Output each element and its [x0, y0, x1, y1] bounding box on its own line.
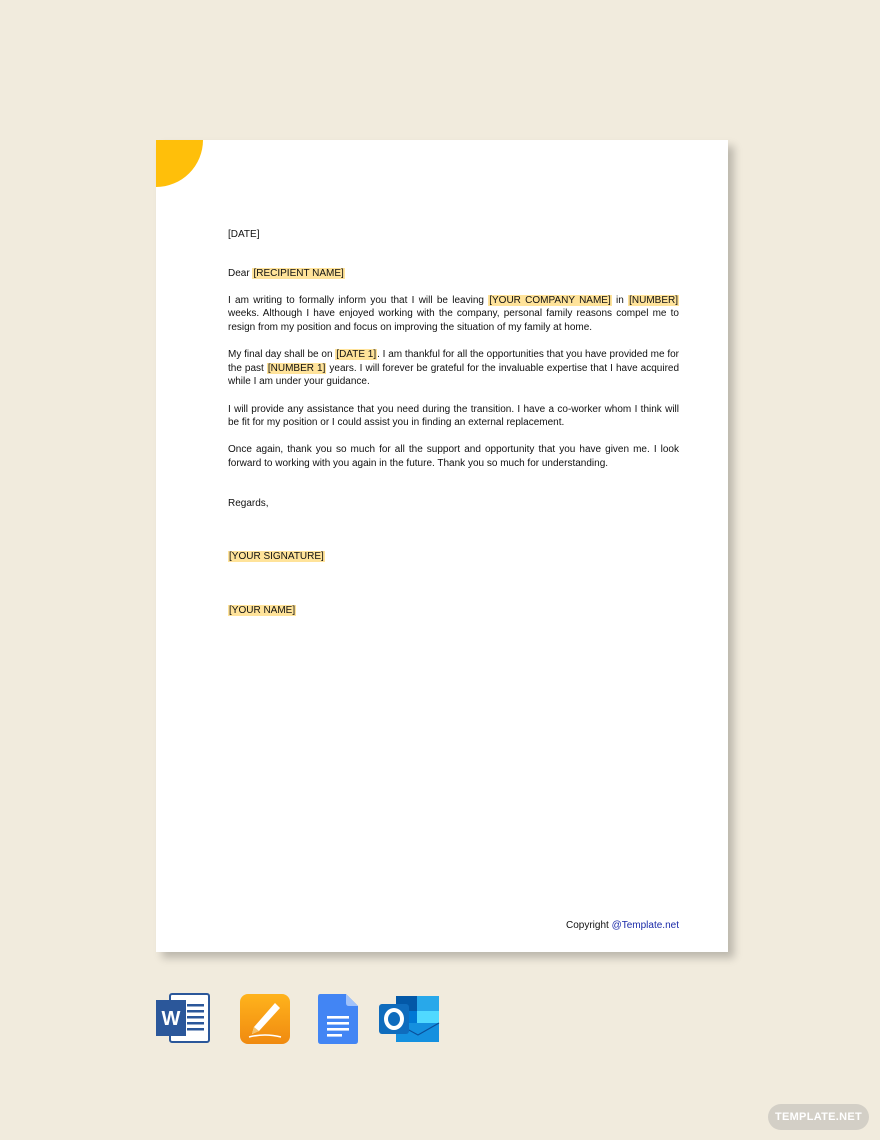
p2-text-c: years. I will forever be grateful for the invaluable expertise that I have acquired while I am under your guidance. [228, 362, 680, 388]
greeting-prefix: Dear [228, 267, 253, 279]
copyright-prefix: Copyright [566, 920, 612, 931]
paragraph-4: Once again, thank you so much for all the support and opportunity that you have given me. I look forward to working with you again in the future. Thank you so much for understanding. [228, 444, 679, 469]
name-line [228, 604, 679, 618]
p1-text-b: in [611, 294, 629, 306]
signature-line [228, 550, 679, 564]
p2-text-b: . I am thankful for all the opportunities that you have provided me for the past [228, 349, 679, 374]
company-placeholder: [YOUR COMPANY NAME] [489, 294, 611, 306]
p1-text-c: weeks. Although I have enjoyed working with the company, personal family reasons compel me to resign from my position and focus on improving the situation of my family at home. [228, 308, 679, 333]
recipient-placeholder: [RECIPIENT NAME] [253, 267, 344, 279]
decorative-circle [156, 140, 203, 187]
letter-body [228, 228, 679, 617]
letter-greeting [228, 267, 679, 281]
template-net-watermark: TEMPLATE.NET [768, 1104, 869, 1130]
name-placeholder: [YOUR NAME] [229, 604, 296, 616]
letter-date: [DATE] [228, 229, 260, 240]
google-docs-icon[interactable] [317, 993, 359, 1045]
date1-placeholder: [DATE 1] [336, 349, 377, 361]
letter-closing: Regards, [228, 497, 269, 509]
number1-placeholder: [NUMBER 1] [267, 362, 326, 374]
paragraph-3: I will provide any assistance that you need during the transition. I have a co-worker whom I think will be fit for my position or I could assist you in finding an external replacement. [228, 403, 679, 429]
paragraph-2 [228, 348, 679, 389]
signature-placeholder: [YOUR SIGNATURE] [229, 551, 324, 563]
document-page [156, 140, 728, 952]
paragraph-1 [228, 294, 679, 335]
pages-icon[interactable] [239, 993, 291, 1045]
outlook-icon[interactable] [378, 993, 440, 1045]
p2-text-a: My final day shall be on [228, 349, 336, 361]
copyright-notice [566, 920, 679, 931]
number-placeholder: [NUMBER] [629, 294, 678, 306]
copyright-link[interactable]: @Template.net [611, 920, 679, 931]
word-icon[interactable] [156, 993, 210, 1043]
p1-text-a: I am writing to formally inform you that I will be leaving [228, 294, 489, 306]
word-letter: W [161, 1008, 181, 1030]
